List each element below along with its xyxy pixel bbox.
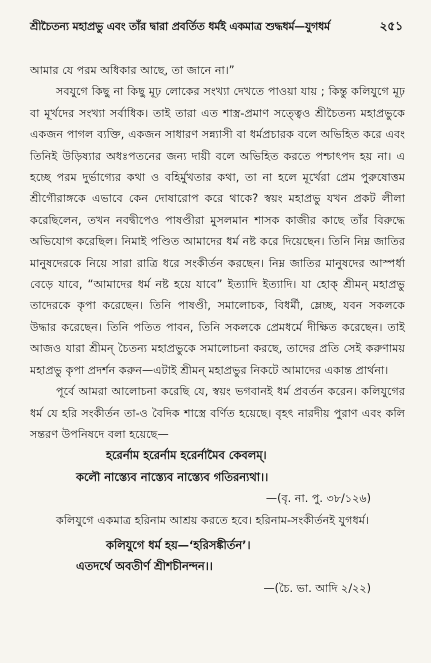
running-title: শ্রীচৈতন্য মহাপ্রভু এবং তাঁর দ্বারা প্রবর্তিত ধর্মই একমাত্র শুদ্ধধর্ম—যুগধর্ম xyxy=(30,20,330,33)
paragraph-3: পূর্বে আমরা আলোচনা করেছি যে, স্বয়ং ভগবানই ধর্ম প্রবর্তন করেন। কলিযুগের ধর্ম যে হরি সংকীর্তন তা-ও বৈদিক শাস্ত্রে বর্ণিত হয়েছে। বৃহৎ নারদীয় পুরাণ এবং কলি সন্তরণ উপনিষদে বলা হয়েছে— xyxy=(30,385,405,441)
page-header xyxy=(30,18,403,38)
verse-2-reference: —(চৈ. ভা. আদি ২/২২) xyxy=(263,581,371,595)
verse-2-line-1: কলিযুগে ধর্ম হয়—‘হরিসঙ্কীর্তন’। xyxy=(106,537,251,552)
paragraph-1: আমার যে পরম অধিকার আছে, তা জানে না।” xyxy=(30,64,235,77)
verse-1-line-1: হরের্নাম হরের্নাম হরের্নামৈব কেবলম্। xyxy=(106,448,267,463)
verse-2-line-2: এতদর্থে অবতীর্ণ শ্রীশচীনন্দন।। xyxy=(76,559,213,574)
verse-1-line-2: কলৌ নাস্ত্যেব নাস্ত্যেব নাস্ত্যেব গতিরন্যথা।। xyxy=(76,469,269,484)
page-number: ২৫১ xyxy=(379,19,403,33)
paragraph-4: কলিযুগে একমাত্র হরিনাম আশ্রয় করতে হবে। হরিনাম-সংকীর্তনই যুগধর্ম। xyxy=(56,513,369,527)
page-body xyxy=(30,60,405,599)
verse-1-reference: —(বৃ. না. পু. ৩৮/১২৬) xyxy=(265,492,371,506)
paragraph-2: সবযুগে কিছু না কিছু মূঢ় লোকের সংখ্যা দেখতে পাওয়া যায় ; কিন্তু কলিযুগে মূঢ় বা মূর্খদের সংখ্যা সর্বাধিক। তাই তারা এত শাস্ত্র-প্রমাণ সত্ত্বেও শ্রীচৈতন্য মহাপ্রভুকে একজন পাগল ব্যক্তি, একজন সাধারণ সন্ন্যাসী বা ধর্মপ্রচারক বলে অভিহিত করে এবং তিনিই উড়িষ্যার অধঃপতনের জন্য দায়ী বলে অভিহিত করতে পশ্চাৎপদ হয় না। এ হচ্ছে পরম দুর্ভাগ্যের কথা ও বহির্মুখতার কথা, তা না হলে মূর্খেরা প্রেম পুরুষোত্তম শ্রীগৌরাঙ্গকে এভাবে কেন দোষারোপ করে থাকে? স্বয়ং মহাপ্রভু যখন প্রকট লীলা করেছিলেন, তখন নবদ্বীপেও পাষণ্ডীরা মুসলমান শাসক কাজীর কাছে তাঁর বিরুদ্ধে অভিযোগ করেছিল। নিমাই পণ্ডিত আমাদের ধর্ম নষ্ট করে দিয়েছেন। তিনি নিম্ন জাতির মানুষদেরকে নিয়ে সারা রাত্রি ধরে সংকীর্তন করছেন। নিম্ন জাতির মানুষদের আস্পর্ধা বেড়ে যাবে, “আমাদের ধর্ম নষ্ট হয়ে যাবে” ইত্যাদি ইত্যাদি। যা হোক্ শ্রীমন্ মহাপ্রভু তাদেরকে কৃপা করেছেন। তিনি পাষণ্ডী, সমালোচক, বিধর্মী, ম্লেচ্ছ, যবন সকলকে উদ্ধার করেছেন। তিনি পতিত পাবন, তিনি সকলকে প্রেমধর্মে দীক্ষিত করেছেন। তাই আজও যারা শ্রীমন্ চৈতন্য মহাপ্রভুকে সমালোচনা করছে, তাদের প্রতি সেই করুণাময় মহাপ্রভু কৃপা প্রদর্শন করুন—এটাই শ্রীমন্ মহাপ্রভুর নিকটে আমাদের একান্ত প্রার্থনা। xyxy=(30,85,405,377)
